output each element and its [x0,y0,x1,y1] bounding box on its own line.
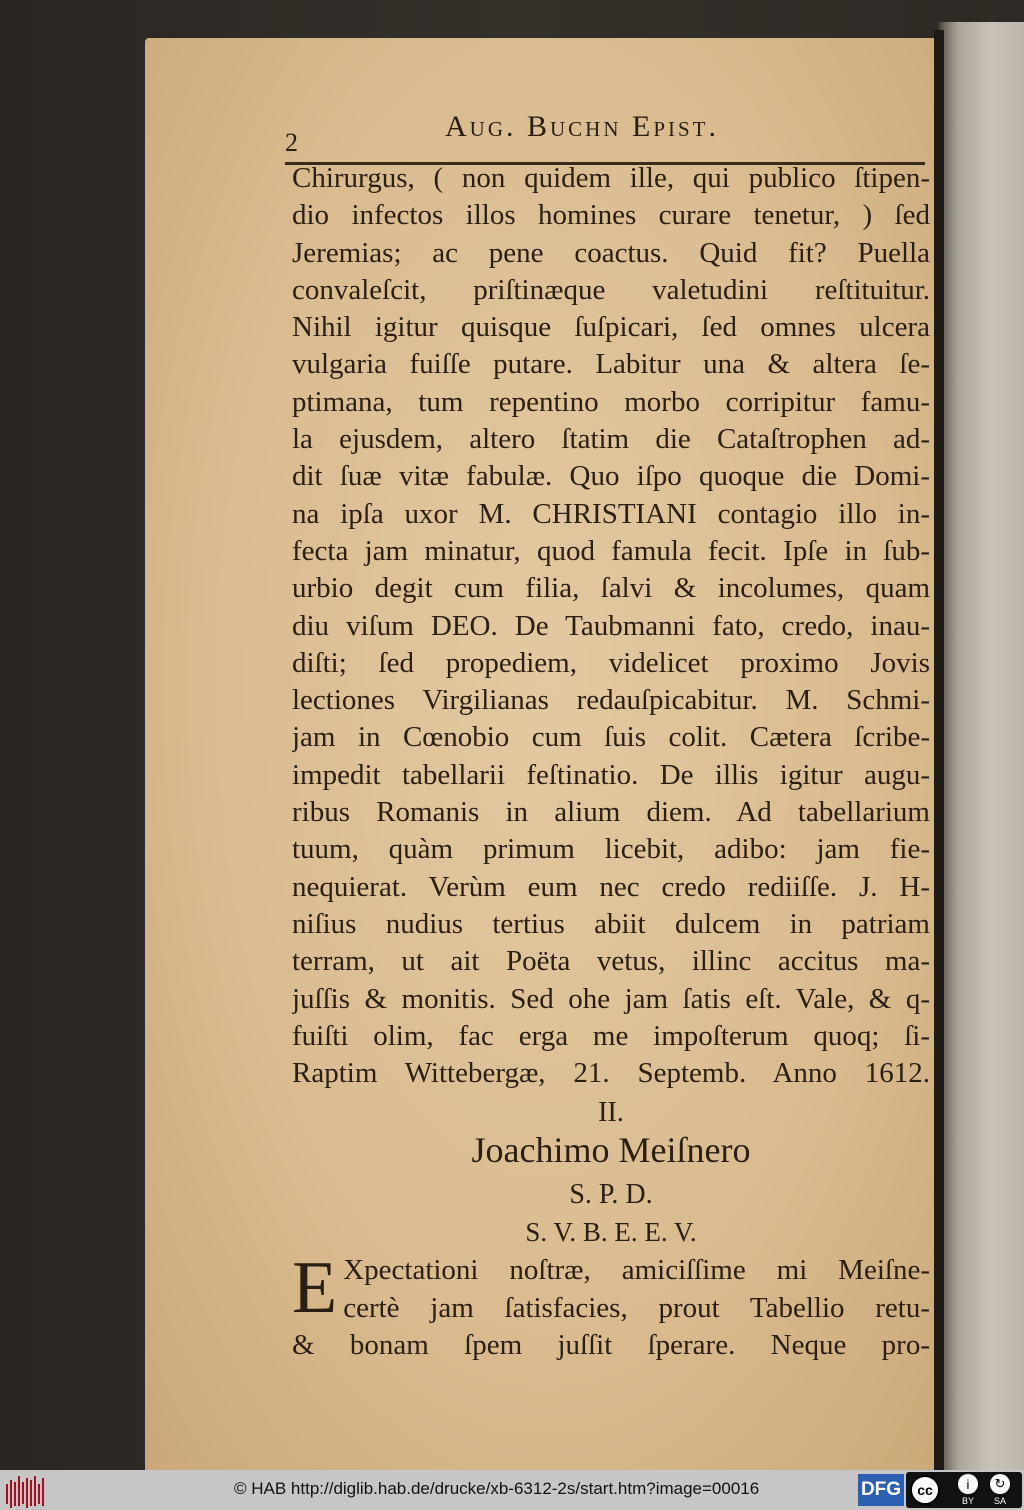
text-line: Nihil igitur quisque ſuſpicari, ſed omnes ulcera [292,311,930,344]
text-line: urbio degit cum filia, ſalvi & incolumes, quam [292,572,930,605]
text-line: fecta jam minatur, quod famula fecit. Ipſe in ſub- [292,534,930,567]
viewer-footer [0,1470,1024,1510]
text-line: Jeremias; ac pene coactus. Quid fit? Puella [292,236,930,269]
text-line: tuum, quàm primum licebit, adibo: jam fie- [292,833,930,866]
share-alike-icon: ↻ [990,1474,1010,1494]
text-line: terram, ut ait Poëta vetus, illinc accitus ma- [292,945,930,978]
text-line: diſti; ſed propediem, videlicet proximo Jovis [292,646,930,679]
hab-logo-icon [6,1476,44,1508]
text-line: jam in Cœnobio cum ſuis colit. Cætera ſcribe- [292,721,930,754]
page-gutter [934,30,944,1470]
letter-greeting: S. V. B. E. E. V. [525,1217,697,1248]
letter-salutation: S. P. D. [569,1179,653,1211]
by-label: BY [962,1496,975,1506]
text-line: Raptim Wittebergæ, 21. Septemb. Anno 1612. [292,1057,930,1090]
text-line: ribus Romanis in alium diem. Ad tabellarium [292,796,930,829]
sa-label: SA [994,1496,1007,1506]
drop-cap: E [292,1247,338,1330]
text-line: impedit tabellarii feſtinatio. De illis igitur augu- [292,758,930,791]
text-line: Xpectationi noſtræ, amiciſſime mi Meiſne- [343,1254,930,1287]
page-body [292,160,930,1364]
text-line: fuiſti olim, fac erga me impoſterum quoq; ſi- [292,1019,930,1052]
running-title: Aug. Buchn Epist. [445,110,720,143]
text-line: na ipſa uxor M. CHRISTIANI contagio illo in- [292,497,930,530]
text-line: dit ſuæ vitæ fabulæ. Quo iſpo quoque die Domi- [292,460,930,493]
cc-license-badge[interactable] [906,1472,1022,1508]
text-line: lectiones Virgilianas redauſpicabitur. M. Schmi- [292,684,930,717]
text-line: nequierat. Verùm eum nec credo rediiſſe. J. H- [292,870,930,903]
text-line: vulgaria fuiſſe putare. Labitur una & altera ſe- [292,348,930,381]
attribution-icon: i [958,1474,978,1494]
letter-addressee: Joachimo Meiſnero [471,1130,751,1171]
page-header [285,110,935,157]
text-line: dio infectos illos homines curare tenetur, ) ſed [292,199,930,232]
page-number: 2 [285,128,298,157]
cc-icon: cc [910,1475,940,1505]
text-line: convaleſcit, priſtinæque valetudini reſtituitur. [292,273,930,306]
text-line: juſſis & monitis. Sed ohe jam ſatis eſt. Vale, & q- [292,982,930,1015]
letter-1-text [292,160,930,1092]
dfg-logo-icon[interactable]: DFG [858,1474,904,1506]
text-line: niſius nudius tertius abiit dulcem in patriam [292,907,930,940]
letter-2-text [292,1247,930,1364]
text-line: Chirurgus, ( non quidem ille, qui publico ſtipen- [292,162,930,194]
facing-page-edge [938,22,1024,1470]
text-line: & bonam ſpem juſſit ſperare. Neque pro- [292,1329,930,1362]
text-line: diu viſum DEO. De Taubmanni fato, credo, inau- [292,609,930,642]
source-link[interactable]: © HAB http://diglib.hab.de/drucke/xb-6312-2s/start.htm?image=00016 [234,1479,760,1498]
text-line: ptimana, tum repentino morbo corripitur famu- [292,385,930,418]
text-line: la ejusdem, altero ſtatim die Cataſtrophen ad- [292,423,930,456]
letter-number: II. [598,1097,624,1129]
text-line: certè jam ſatisfacies, prout Tabellio retu- [343,1291,930,1324]
